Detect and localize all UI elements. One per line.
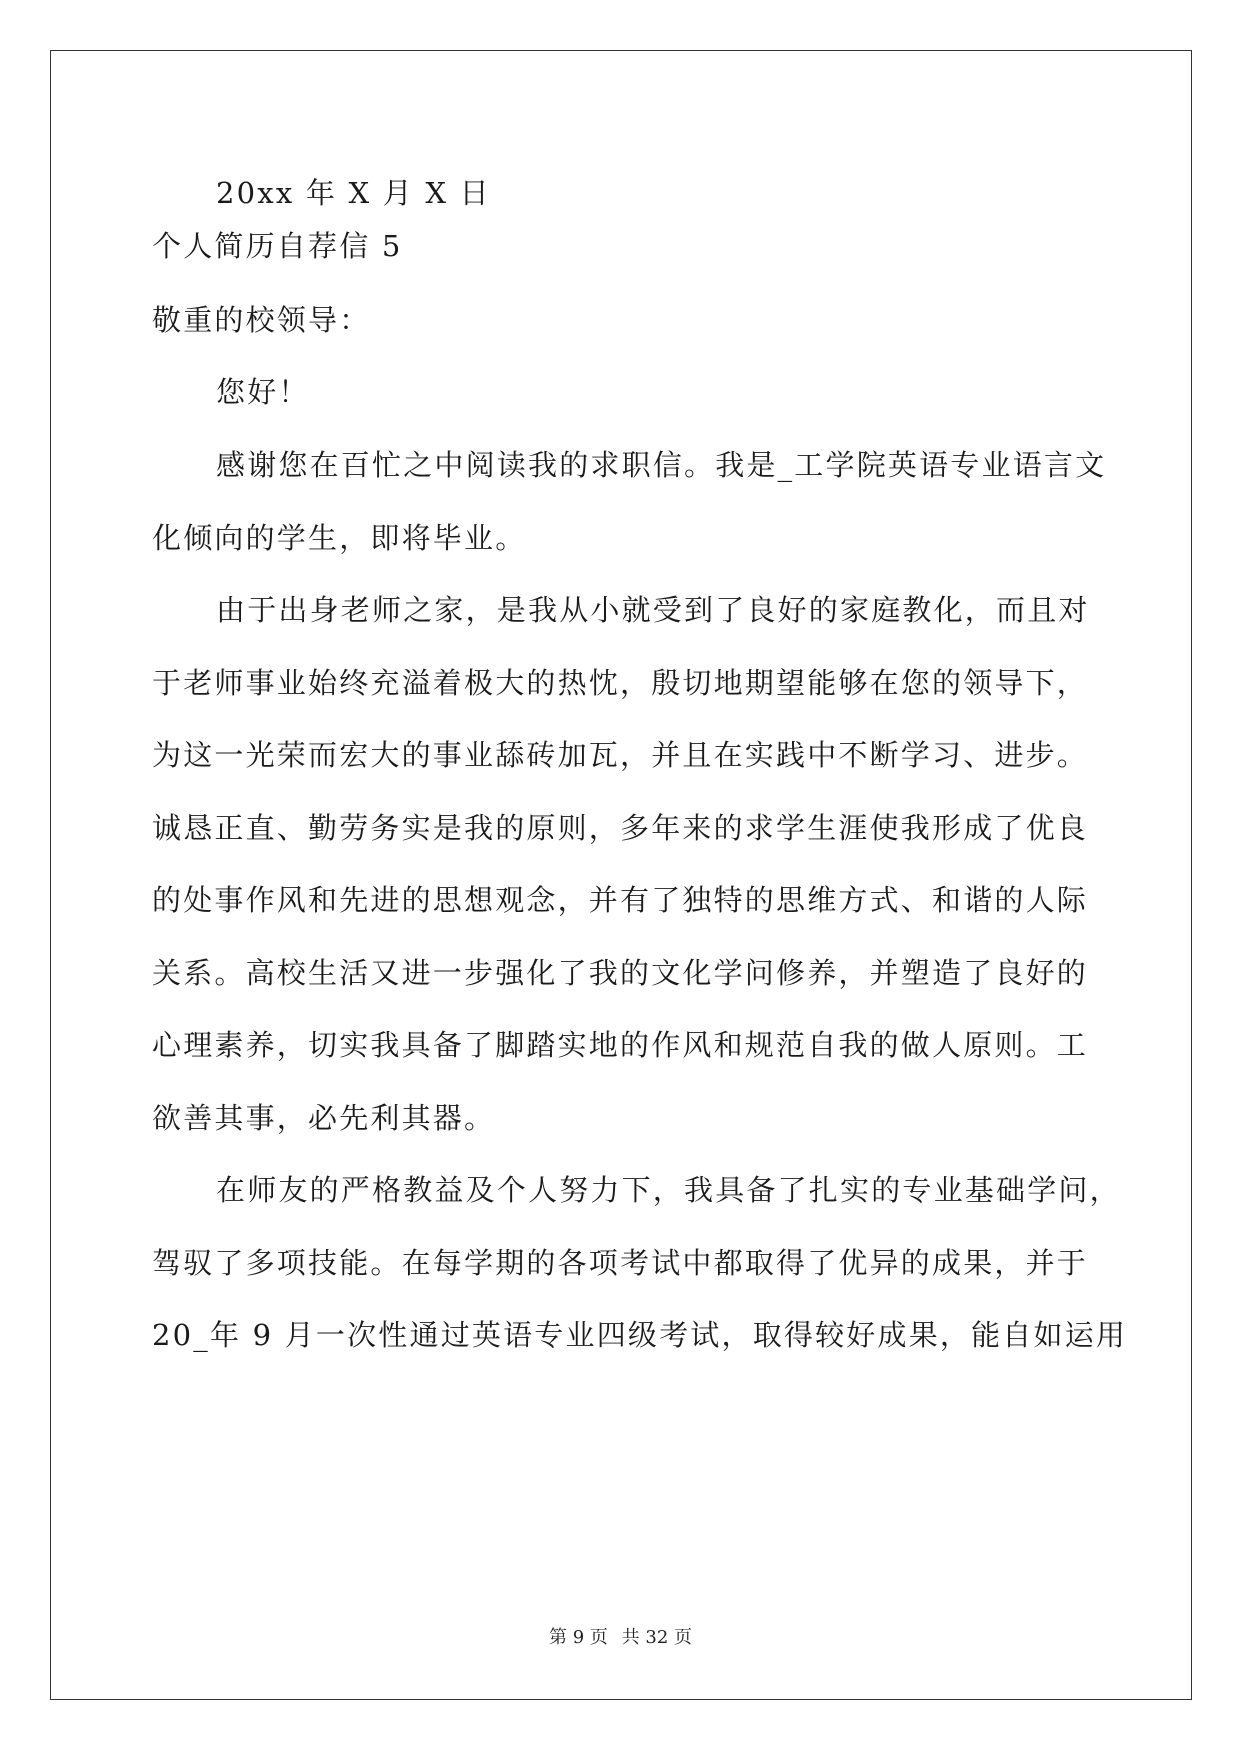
paragraph-line: 由于出身老师之家，是我从小就受到了良好的家庭教化，而且对 <box>216 593 1090 627</box>
page-border <box>50 50 1192 1700</box>
paragraph-line: 诚恳正直、勤劳务实是我的原则，多年来的求学生涯使我形成了优良 <box>152 811 1089 845</box>
letter-title: 个人简历自荐信 5 <box>152 229 403 263</box>
page-footer <box>0 1626 1241 1650</box>
greeting: 您好！ <box>216 375 310 409</box>
paragraph-line: 化倾向的学生，即将毕业。 <box>152 521 527 555</box>
salutation: 敬重的校领导： <box>152 303 371 337</box>
paragraph-line: 驾驭了多项技能。在每学期的各项考试中都取得了优异的成果，并于 <box>152 1246 1089 1280</box>
page-number-current: 第 9 页 <box>549 1627 608 1648</box>
paragraph-line: 20_年 9 月一次性通过英语专业四级考试，取得较好成果，能自如运用 <box>152 1318 1128 1352</box>
paragraph-line: 欲善其事，必先利其器。 <box>152 1101 496 1135</box>
paragraph-line: 在师友的严格教益及个人努力下，我具备了扎实的专业基础学问， <box>216 1173 1121 1207</box>
paragraph-line: 于老师事业始终充溢着极大的热忱，殷切地期望能够在您的领导下， <box>152 666 1089 700</box>
paragraph-line: 关系。高校生活又进一步强化了我的文化学问修养，并塑造了良好的 <box>152 956 1089 990</box>
paragraph-line: 心理素养，切实我具备了脚踏实地的作风和规范自我的做人原则。工 <box>152 1028 1089 1062</box>
date-line: 20xx 年 X 月 X 日 <box>216 176 491 210</box>
page-number-total: 共 32 页 <box>621 1627 692 1648</box>
paragraph-line: 为这一光荣而宏大的事业舔砖加瓦，并且在实践中不断学习、进步。 <box>152 738 1089 772</box>
paragraph-line: 的处事作风和先进的思想观念，并有了独特的思维方式、和谐的人际 <box>152 883 1089 917</box>
paragraph-line: 感谢您在百忙之中阅读我的求职信。我是_工学院英语专业语言文 <box>216 448 1107 482</box>
